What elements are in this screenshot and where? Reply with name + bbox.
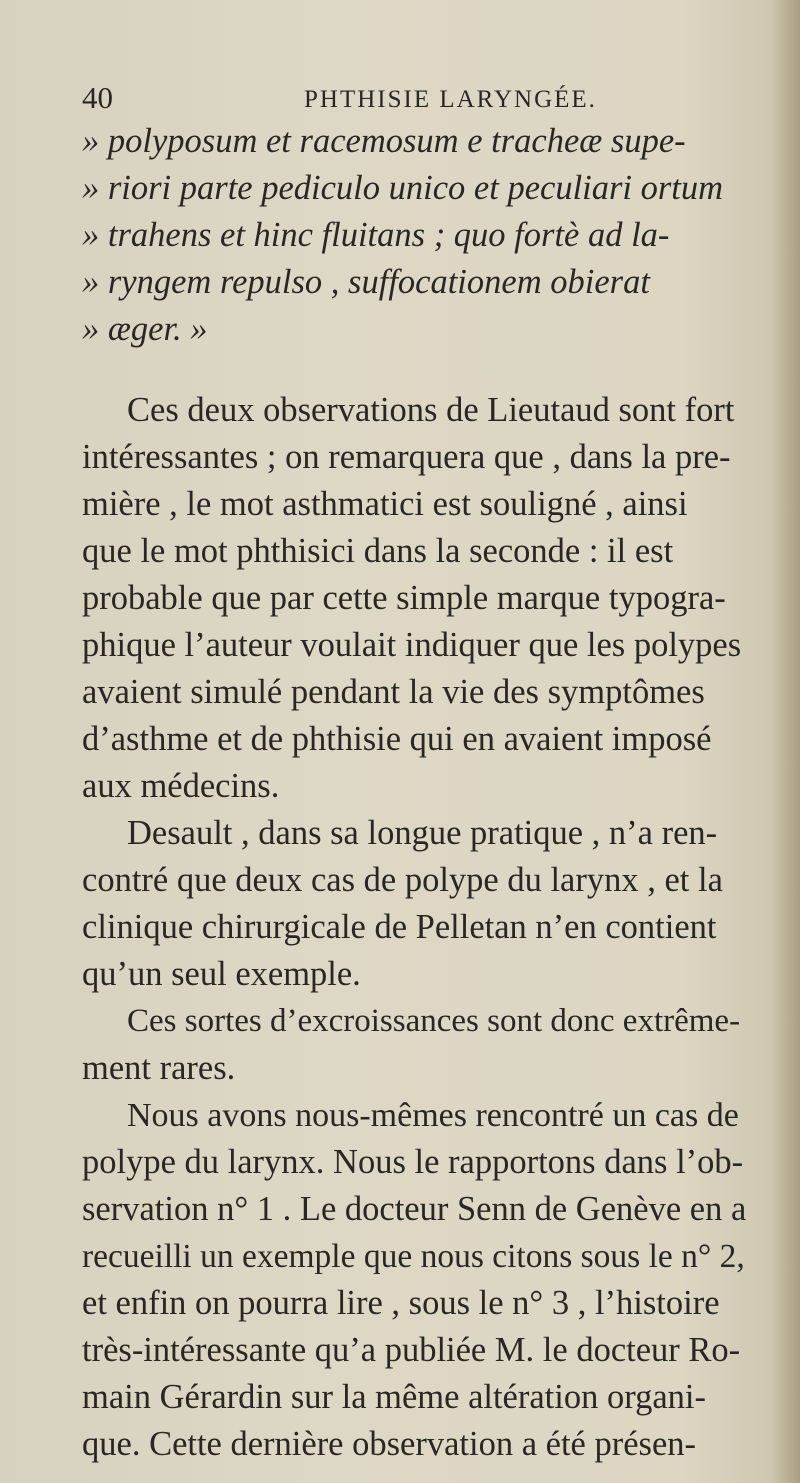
paragraph-line: probable que par cette simple marque typogra- bbox=[82, 579, 726, 617]
paragraph bbox=[82, 998, 747, 1092]
paragraph-line: avaient simulé pendant la vie des symptômes bbox=[82, 673, 705, 711]
paragraph-line: aux médecins. bbox=[82, 767, 280, 805]
quote-line: » ryngem repulso , suffocationem obierat bbox=[82, 263, 650, 301]
quote-line: » trahens et hinc fluitans ; quo fortè ad la- bbox=[82, 216, 670, 254]
paragraph-line: servation n° 1 . Le docteur Senn de Genève en a bbox=[82, 1190, 747, 1228]
paragraph-line: clinique chirurgicale de Pelletan n’en contient bbox=[82, 908, 717, 946]
paragraph-line: Ces deux observations de Lieutaud sont fort bbox=[127, 391, 735, 429]
paragraph-line: phique l’auteur voulait indiquer que les polypes bbox=[82, 626, 742, 664]
paragraph bbox=[82, 810, 747, 998]
paragraph-line: Nous avons nous-mêmes rencontré un cas de bbox=[127, 1097, 739, 1134]
paragraph-line: recueilli un exemple que nous citons sous le n° 2, bbox=[82, 1238, 745, 1275]
page-number: 40 bbox=[82, 80, 113, 115]
paragraph-line: polype du larynx. Nous le rapportons dans l’ob- bbox=[82, 1143, 744, 1181]
quote-line: » æger. » bbox=[82, 310, 208, 348]
running-title: PHTHISIE LARYNGÉE. bbox=[304, 86, 597, 113]
quote-line: » polyposum et racemosum e tracheæ supe- bbox=[82, 122, 686, 160]
quote-line: » riori parte pediculo unico et peculiari ortum bbox=[82, 169, 724, 207]
paragraph-line: Desault , dans sa longue pratique , n’a ren- bbox=[127, 814, 718, 852]
latin-quotation bbox=[82, 118, 747, 353]
paragraph-line: Ces sortes d’excroissances sont donc extrême- bbox=[127, 1003, 741, 1039]
paragraph-line: très-intéressante qu’a publiée M. le docteur Ro- bbox=[82, 1331, 741, 1369]
paragraph-line: main Gérardin sur la même altération organi- bbox=[82, 1378, 706, 1416]
paragraph-line: et enfin on pourra lire , sous le n° 3 , l’histoire bbox=[82, 1284, 720, 1322]
paragraph-line: qu’un seul exemple. bbox=[82, 955, 361, 993]
paragraph-line: que le mot phthisici dans la seconde : il est bbox=[82, 532, 674, 570]
paragraph-gap bbox=[82, 353, 747, 387]
page-edge-shadow bbox=[772, 0, 800, 1483]
paragraph bbox=[82, 387, 747, 810]
paragraph bbox=[82, 1092, 747, 1468]
paragraph-line: mière , le mot asthmatici est souligné , ainsi bbox=[82, 485, 688, 523]
paragraph-line: contré que deux cas de polype du larynx , et la bbox=[82, 861, 723, 899]
page-header bbox=[82, 80, 742, 120]
paragraph-line: d’asthme et de phthisie qui en avaient imposé bbox=[82, 720, 712, 758]
paragraph-line: que. Cette dernière observation a été présen- bbox=[82, 1425, 697, 1463]
paragraph-line: ment rares. bbox=[82, 1049, 236, 1087]
paragraph-line: intéressantes ; on remarquera que , dans la pre- bbox=[82, 438, 731, 476]
body-text bbox=[82, 118, 747, 1468]
